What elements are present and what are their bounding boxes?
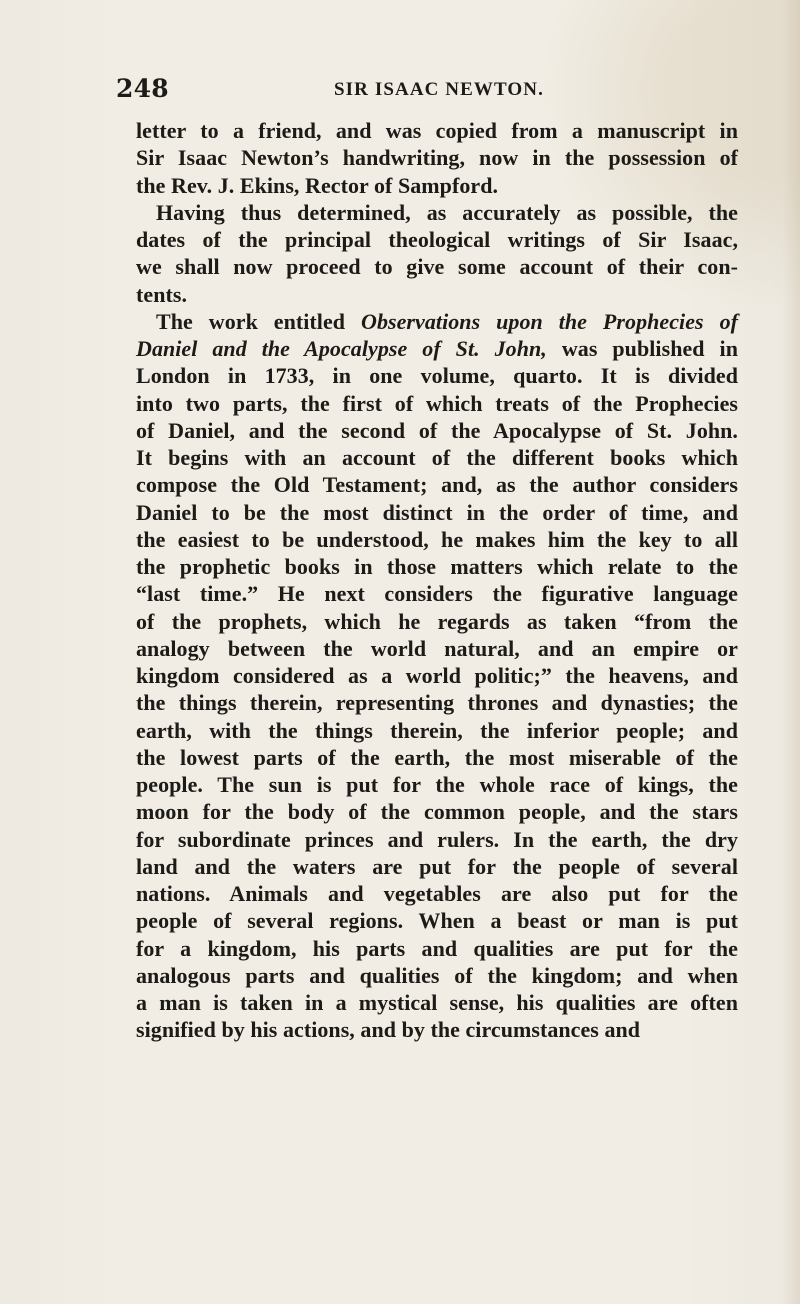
text-line-5: dates of the principal theological writings of Sir Isaac, — [136, 227, 738, 252]
page-edge-shadow — [782, 0, 800, 1304]
text-line-11: into two parts, the first of which treats of the Prophecies — [136, 390, 738, 416]
text-line-12: of Daniel, and the second of the Apocalypse of St. John. — [136, 417, 738, 443]
text-line-9 — [136, 335, 738, 362]
text-line-10: London in 1733, in one volume, quarto. It is divided — [136, 363, 738, 389]
running-head: SIR ISAAC NEWTON. — [334, 79, 544, 100]
book-title-part-2: Daniel and the Apocalypse of St. John, — [136, 336, 547, 361]
text-line-21: kingdom considered as a world politic;” the heavens, and — [136, 663, 738, 688]
text-line-32: analogous parts and qualities of the kingdom; and when — [136, 962, 738, 988]
text-line-26: moon for the body of the common people, and the stars — [136, 799, 738, 825]
text-line-6: we shall now proceed to give some account of their con- — [136, 254, 738, 280]
text-line-18: “last time.” He next considers the figurative language — [136, 581, 738, 607]
text-line-8-prefix: The work entitled — [156, 308, 362, 334]
text-line-23: earth, with the things therein, the inferior people; and — [136, 717, 738, 743]
text-line-3: the Rev. J. Ekins, Rector of Sampford. — [136, 172, 499, 198]
text-line-24: the lowest parts of the earth, the most miserable of the — [136, 744, 738, 770]
text-line-29: nations. Animals and vegetables are also put for the — [136, 881, 738, 906]
page-header — [116, 74, 736, 114]
text-line-30: people of several regions. When a beast or man is put — [136, 908, 738, 934]
page-body — [136, 117, 738, 1044]
text-line-22: the things therein, representing thrones and dynasties; the — [136, 690, 738, 716]
text-line-14: compose the Old Testament; and, as the author considers — [136, 472, 738, 498]
text-line-4: Having thus determined, as accurately as possible, the — [156, 199, 738, 225]
text-line-27: for subordinate princes and rulers. In the earth, the dry — [136, 826, 738, 852]
text-line-16: the easiest to be understood, he makes him the key to all — [136, 526, 738, 552]
text-line-19: of the prophets, which he regards as taken “from the — [136, 608, 738, 634]
text-line-25: people. The sun is put for the whole race of kings, the — [136, 772, 738, 797]
text-line-28: land and the waters are put for the people of several — [136, 853, 738, 879]
text-line-33: a man is taken in a mystical sense, his qualities are often — [136, 990, 738, 1015]
text-line-15: Daniel to be the most distinct in the order of time, and — [136, 499, 738, 525]
page-number: 248 — [116, 74, 169, 103]
text-line-13: It begins with an account of the different books which — [136, 445, 738, 470]
text-line-34: signified by his actions, and by the circumstances and — [136, 1017, 641, 1043]
book-title-part-1: Observations upon the Prophecies of — [361, 308, 738, 334]
text-line-17: the prophetic books in those matters which relate to the — [136, 554, 738, 579]
text-line-1: letter to a friend, and was copied from a manuscript in — [136, 118, 738, 143]
text-line-20: analogy between the world natural, and an empire or — [136, 635, 738, 661]
text-line-31: for a kingdom, his parts and qualities are put for the — [136, 935, 738, 961]
text-line-2: Sir Isaac Newton’s handwriting, now in the possession of — [136, 145, 738, 171]
text-line-8 — [136, 308, 738, 335]
text-line-7: tents. — [136, 281, 188, 307]
text-line-9-suffix: was published in — [546, 336, 738, 361]
